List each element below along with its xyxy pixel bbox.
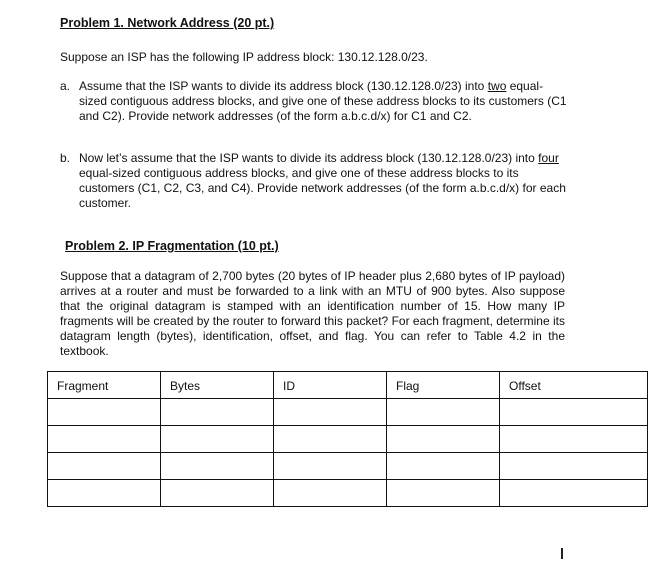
table-cell[interactable]	[387, 426, 500, 453]
header-offset: Offset	[500, 372, 648, 399]
table-cell[interactable]	[274, 480, 387, 507]
part-a-text: Assume that the ISP wants to divide its address block (130.12.128.0/23) into two equal-sized contiguous address blocks, and give one of these address blocks to its customers (C1 and C2). Provide network addresses (of the form a.b.c.d/x) for C1 and C2.	[79, 79, 567, 123]
table-cell[interactable]	[48, 453, 161, 480]
part-a-emphasis: two	[487, 79, 507, 93]
problem2-title: Problem 2. IP Fragmentation (10 pt.)	[65, 239, 279, 253]
table-cell[interactable]	[161, 453, 274, 480]
table-cell[interactable]	[161, 480, 274, 507]
table-row	[48, 453, 648, 480]
header-bytes: Bytes	[161, 372, 274, 399]
table-cell[interactable]	[161, 399, 274, 426]
table-cell[interactable]	[48, 399, 161, 426]
table-cell[interactable]	[274, 426, 387, 453]
header-fragment: Fragment	[48, 372, 161, 399]
table-cell[interactable]	[500, 453, 648, 480]
table-cell[interactable]	[161, 426, 274, 453]
problem1-title: Problem 1. Network Address (20 pt.)	[60, 16, 275, 30]
text-cursor	[561, 548, 563, 559]
table-cell[interactable]	[387, 480, 500, 507]
table-cell[interactable]	[274, 399, 387, 426]
problem2-body: Suppose that a datagram of 2,700 bytes (20 bytes of IP header plus 2,680 bytes of IP payload) arrives at a router and must be forwarded to a link with an MTU of 900 bytes. Also suppose that the original datagram is stamped with an identification number of 15. How many IP fragments will be created by the router to forward this packet? For each fragment, determine its datagram length (bytes), identification, offset, and flag. You can refer to Table 4.2 in the textbook.	[60, 269, 565, 358]
table-row	[48, 399, 648, 426]
table-row	[48, 426, 648, 453]
table-cell[interactable]	[48, 426, 161, 453]
header-flag: Flag	[387, 372, 500, 399]
header-id: ID	[274, 372, 387, 399]
part-b-text: Now let’s assume that the ISP wants to divide its address block (130.12.128.0/23) into four equal-sized contiguous address blocks, and give one of these address blocks to its customers (C1, C2, C3, and C4). Provide network addresses (of the form a.b.c.d/x) for each customer.	[79, 151, 566, 210]
part-b-label: b.	[60, 151, 71, 165]
part-a-label: a.	[60, 79, 71, 93]
table-header-row	[48, 372, 648, 399]
table-cell[interactable]	[500, 480, 648, 507]
table-cell[interactable]	[387, 453, 500, 480]
fragment-table	[47, 371, 648, 507]
problem1-intro: Suppose an ISP has the following IP address block: 130.12.128.0/23.	[60, 50, 428, 64]
part-b-emphasis: four	[538, 151, 559, 165]
table-cell[interactable]	[500, 426, 648, 453]
table-cell[interactable]	[500, 399, 648, 426]
table-cell[interactable]	[274, 453, 387, 480]
table-row	[48, 480, 648, 507]
table-cell[interactable]	[48, 480, 161, 507]
table-cell[interactable]	[387, 399, 500, 426]
